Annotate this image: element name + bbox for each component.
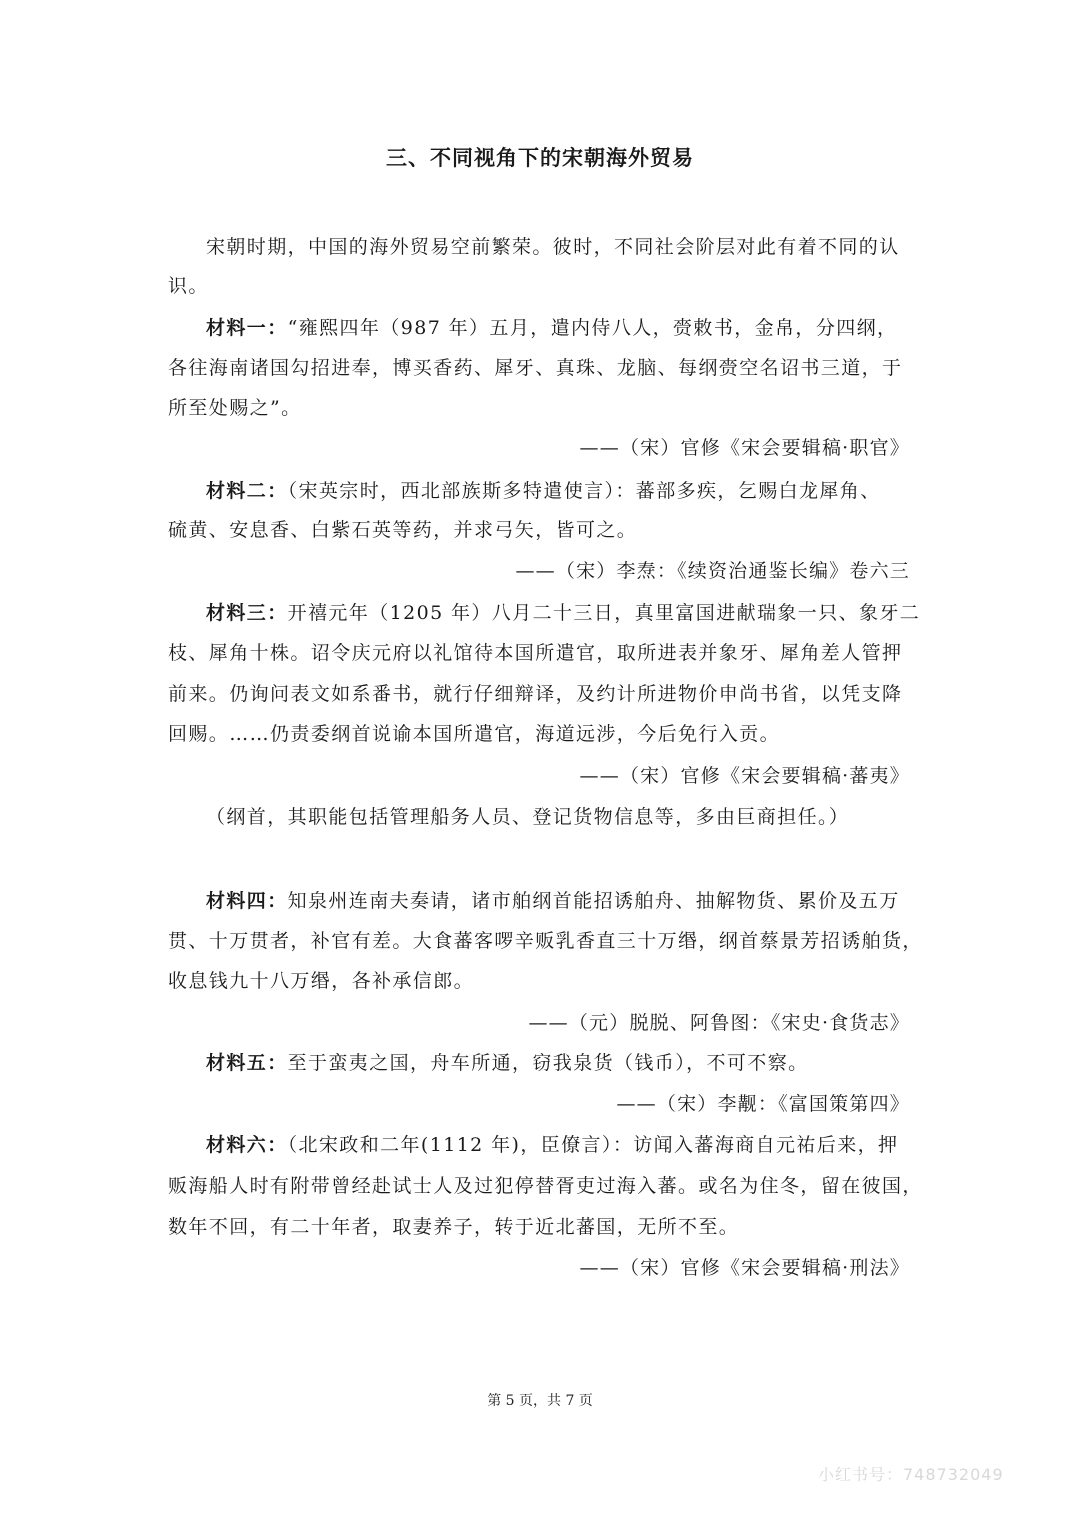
material-4-label: 材料四：: [206, 890, 288, 912]
material-4-line-3: 收息钱九十八万缗，各补承信郎。: [168, 970, 475, 992]
material-3-line-3: 前来。仍询问表文如系番书，就行仔细辩译，及约计所进物价申尚书省，以凭支降: [168, 683, 903, 705]
material-6-source: ——（宋）官修《宋会要辑稿·刑法》: [579, 1257, 910, 1279]
material-5-source: ——（宋）李觏：《富国策第四》: [616, 1093, 910, 1115]
material-4-source: ——（元）脱脱、阿鲁图：《宋史·食货志》: [528, 1012, 910, 1034]
material-3-note: （纲首，其职能包括管理船务人员、登记货物信息等，多由巨商担任。）: [206, 806, 850, 828]
material-1-line-3: 所至处赐之”。: [168, 397, 302, 419]
intro-line-1: 宋朝时期，中国的海外贸易空前繁荣。彼时，不同社会阶层对此有着不同的认: [206, 236, 900, 258]
material-3-source: ——（宋）官修《宋会要辑稿·蕃夷》: [579, 765, 910, 787]
material-6-line-1: [206, 1130, 898, 1157]
material-5-line-1: [206, 1048, 809, 1075]
material-1-line-2: 各往海南诸国勾招进奉，博买香药、犀牙、真珠、龙脑、每纲赍空名诏书三道，于: [168, 357, 903, 379]
material-5-label: 材料五：: [206, 1052, 288, 1074]
intro-line-2: 识。: [168, 275, 209, 297]
material-1-text: “雍熙四年（987 年）五月，遣内侍八人，赍敕书，金帛，分四纲，: [287, 317, 898, 339]
material-6-label: 材料六：: [206, 1134, 288, 1156]
material-5-text: 至于蛮夷之国，舟车所通，窃我泉货（钱币），不可不察。: [287, 1052, 809, 1074]
page-title: 三、不同视角下的宋朝海外贸易: [386, 146, 694, 170]
material-1-line-1: [206, 313, 897, 340]
material-3-line-1: [206, 598, 920, 625]
material-3-label: 材料三：: [206, 602, 288, 624]
material-3-line-2: 枝、犀角十株。诏令庆元府以礼馆待本国所遣官，取所进表并象牙、犀角差人管押: [168, 642, 903, 664]
page-footer: 第 5 页，共 7 页: [487, 1393, 593, 1409]
material-6-line-3: 数年不回，有二十年者，取妻养子，转于近北蕃国，无所不至。: [168, 1216, 740, 1238]
material-2-source: ——（宋）李焘：《续资治通鉴长编》卷六三: [515, 560, 910, 582]
material-1-source: ——（宋）官修《宋会要辑稿·职官》: [579, 437, 910, 459]
material-2-line-2: 硫黄、安息香、白紫石英等药，并求弓矢，皆可之。: [168, 519, 638, 541]
material-4-line-1: [206, 886, 900, 913]
watermark: 小红书号：748732049: [818, 1465, 1004, 1484]
material-3-line-4: 回赐。……仍责委纲首说谕本国所遣官，海道远涉，今后免行入贡。: [168, 723, 781, 745]
material-2-text: （宋英宗时，西北部族斯多特遣使言）：蕃部多疾，乞赐白龙犀角、: [287, 480, 881, 502]
material-4-text: 知泉州连南夫奏请，诸市舶纲首能招诱舶舟、抽解物货、累价及五万: [287, 890, 900, 912]
material-2-label: 材料二：: [206, 480, 288, 502]
material-6-text: （北宋政和二年(1112 年)，臣僚言）：访闻入蕃海商自元祐后来，押: [287, 1134, 899, 1156]
material-3-text: 开禧元年（1205 年）八月二十三日，真里富国进献瑞象一只、象牙二: [287, 602, 921, 624]
material-4-line-2: 贯、十万贯者，补官有差。大食蕃客啰辛贩乳香直三十万缗，纲首蔡景芳招诱舶货，: [168, 930, 923, 952]
material-2-line-1: [206, 476, 881, 503]
material-6-line-2: 贩海船人时有附带曾经赴试士人及过犯停替胥吏过海入蕃。或名为住冬，留在彼国，: [168, 1175, 923, 1197]
material-1-label: 材料一：: [206, 317, 288, 339]
